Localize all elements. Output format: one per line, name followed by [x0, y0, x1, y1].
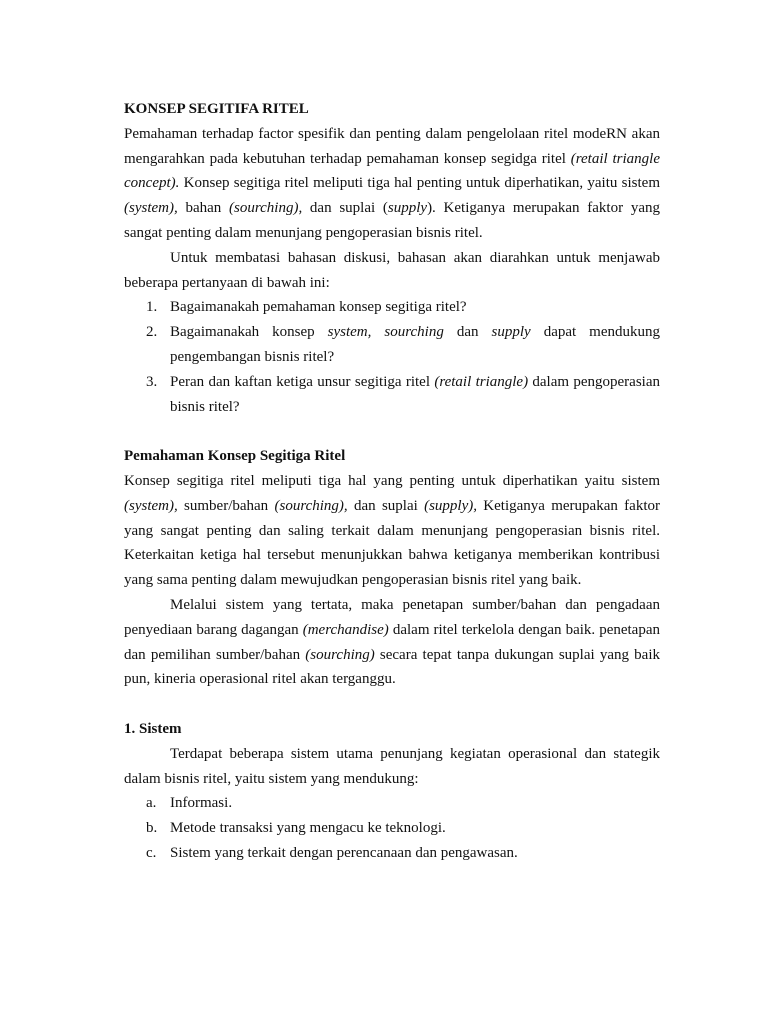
italic-term: (merchandise) — [302, 621, 389, 638]
italic-term: (sourching), — [229, 200, 303, 217]
list-item-text: Metode transaksi yang mengacu ke teknologi. — [170, 820, 446, 837]
text-run: dan — [443, 324, 492, 341]
text-run: secara tepat tanpa dukungan suplai yang baik pun, kineria operasional ritel akan terganggu. — [124, 646, 660, 688]
section-heading: 1. Sistem — [124, 720, 182, 737]
text-run: Melalui sistem yang tertata, maka penetapan sumber/bahan dan pengadaan penyediaan barang dagangan — [124, 596, 660, 638]
text-run: Pemahaman terhadap factor spesifik dan penting dalam pengelolaan ritel modeRN akan mengarahkan pada kebutuhan terhadap pemahaman konsep segidga ritel — [124, 125, 660, 167]
italic-term: (retail triangle concept). — [124, 150, 660, 192]
system-list — [124, 791, 660, 865]
list-marker: 1. — [146, 299, 158, 316]
italic-term: (sourching) — [305, 646, 375, 663]
list-marker: c. — [146, 844, 157, 861]
italic-term: supply — [491, 324, 531, 341]
document-title: KONSEP SEGITIFA RITEL — [124, 101, 309, 117]
text-run: dalam pengoperasian bisnis ritel? — [170, 373, 660, 415]
text-run: Ketiganya merupakan faktor yang sangat penting dan saling terkait dalam menunjang pengoperasian bisnis ritel. Keterkaitan ketiga hal tersebut menunjukkan bahwa ketiganya memberikan kontribusi yang sama penting dalam mewujudkan pengoperasian bisnis ritel yang baik. — [124, 497, 660, 589]
list-item-text: Informasi. — [170, 795, 233, 812]
text-run: Peran dan kaftan ketiga unsur segitiga ritel — [170, 373, 435, 390]
italic-term: (system), — [124, 497, 178, 514]
list-marker: a. — [146, 795, 157, 812]
intro-paragraph-1 — [124, 122, 660, 246]
text-run: ). Ketiganya merupakan faktor yang sangat penting dalam menunjang pengoperasian bisnis ritel. — [124, 200, 660, 241]
list-item-text — [170, 324, 660, 365]
text-run: dan suplai — [347, 497, 425, 514]
list-item — [124, 841, 660, 866]
italic-term: (system), — [124, 200, 178, 217]
list-marker: b. — [146, 820, 158, 837]
section-paragraph-2 — [124, 593, 660, 692]
spacer — [124, 692, 660, 717]
text-run: sumber/bahan — [177, 497, 275, 514]
list-marker: 3. — [146, 373, 158, 390]
text-run: dapat mendukung pengembangan bisnis ritel? — [170, 324, 661, 365]
section-paragraph: Terdapat beberapa sistem utama penunjang kegiatan operasional dan stategik dalam bisnis ritel, yaitu sistem yang mendukung: — [124, 745, 660, 787]
italic-term: supply — [387, 200, 428, 217]
text-run: dalam ritel terkelola dengan baik. penetapan dan pemilihan sumber/bahan — [124, 621, 660, 663]
intro-paragraph-2: Untuk membatasi bahasan diskusi, bahasan akan diarahkan untuk menjawab beberapa pertanyaan di bawah ini: — [124, 249, 660, 291]
text-run: Konsep segitiga ritel meliputi tiga hal penting untuk diperhatikan, yaitu sistem — [179, 175, 660, 192]
section-paragraph-1 — [124, 469, 660, 593]
list-item-text — [170, 374, 660, 415]
list-item — [124, 791, 660, 816]
spacer — [124, 419, 660, 444]
text-run: bahan — [177, 200, 230, 217]
list-item — [124, 816, 660, 841]
text-run: Bagaimanakah konsep — [170, 324, 328, 341]
question-list — [124, 295, 660, 419]
italic-term: system, sourching — [327, 324, 444, 341]
list-item-text — [170, 299, 467, 315]
list-item-text: Sistem yang terkait dengan perencanaan dan pengawasan. — [170, 844, 518, 861]
italic-term: (sourching), — [274, 497, 348, 514]
list-marker: 2. — [146, 324, 158, 341]
list-item — [124, 295, 660, 320]
text-run: Konsep segitiga ritel meliputi tiga hal yang penting untuk diperhatikan yaitu sistem — [124, 472, 660, 489]
text-run: Bagaimanakah pemahaman konsep segitiga ritel? — [170, 299, 467, 316]
text-run: dan suplai ( — [302, 200, 388, 217]
list-item — [124, 370, 660, 420]
section-heading: Pemahaman Konsep Segitiga Ritel — [124, 448, 346, 465]
italic-term: (supply), — [424, 497, 477, 514]
list-item — [124, 320, 660, 370]
italic-term: (retail triangle) — [434, 373, 529, 390]
